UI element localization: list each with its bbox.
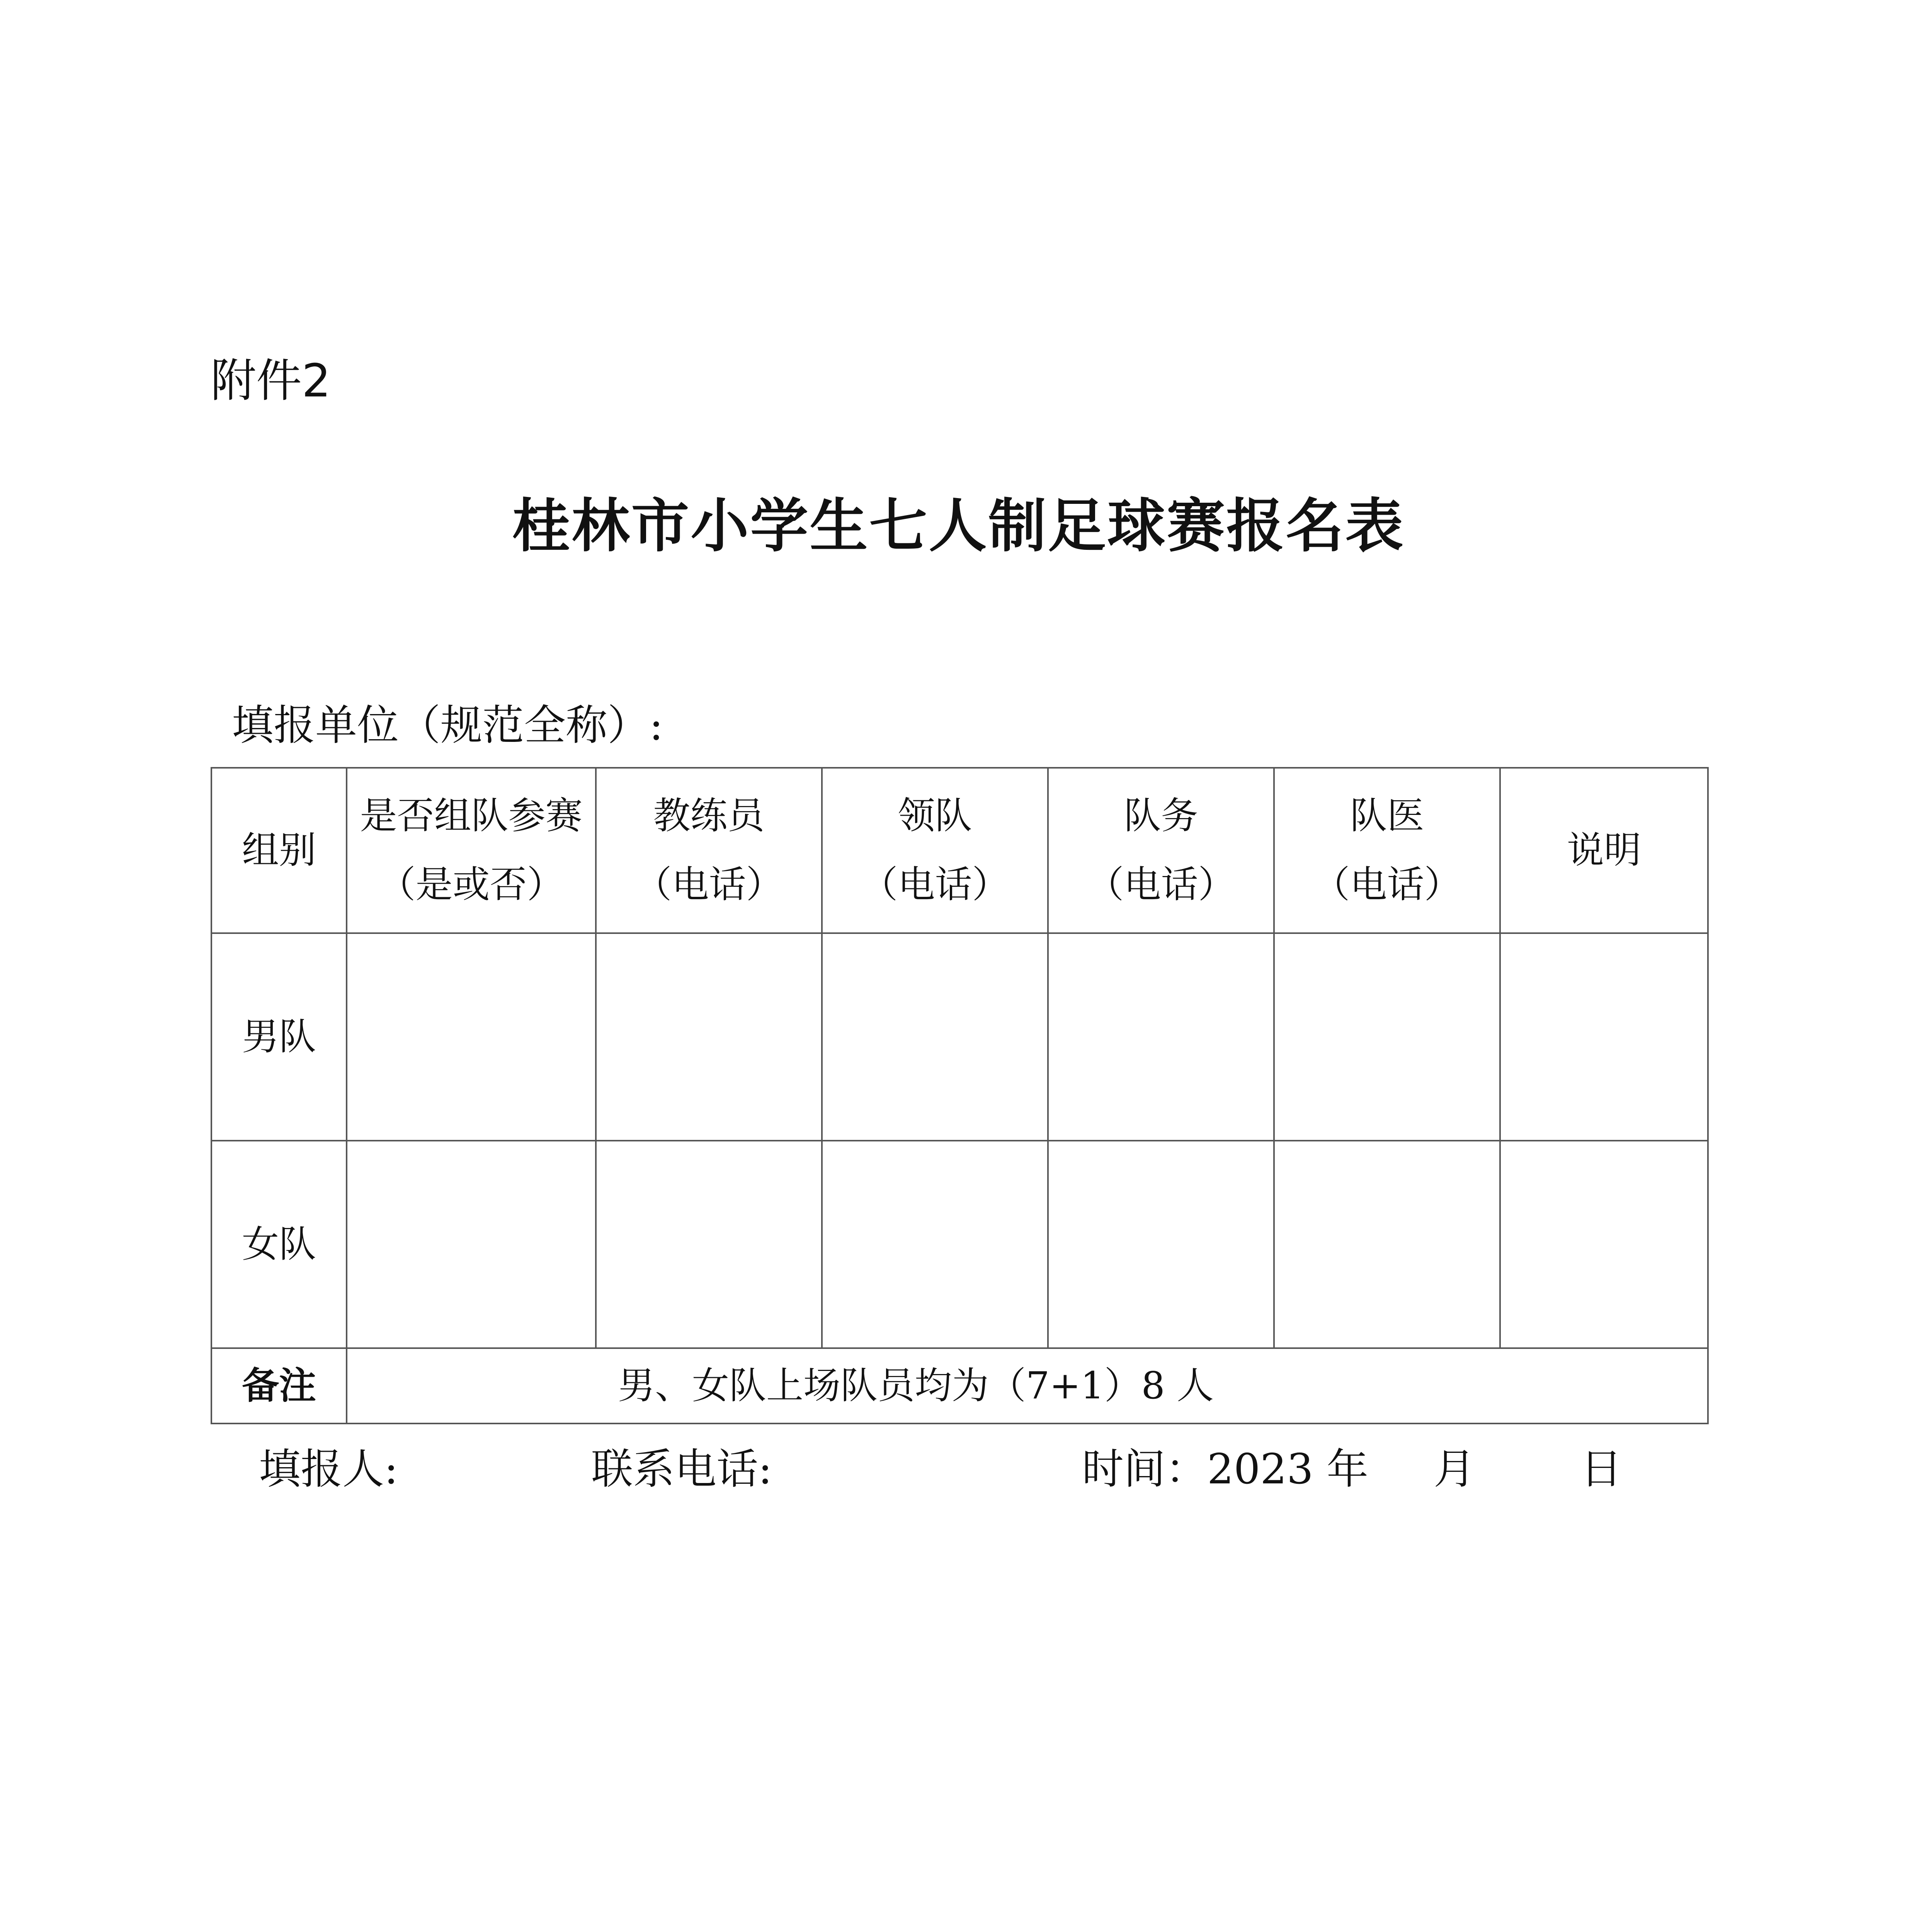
row-label-girls: 女队 [211, 1141, 347, 1348]
note-text: 男、女队上场队员均为（7+1）8 人 [347, 1348, 1708, 1423]
note-row [211, 1348, 1708, 1423]
header-leader-sub: （电话） [861, 863, 1009, 906]
table-row [211, 1141, 1708, 1348]
cell-input[interactable] [1500, 1141, 1708, 1348]
header-team-admin-sub: （电话） [1087, 863, 1235, 906]
header-leader-label: 领队 [898, 794, 972, 838]
header-team-admin-label: 队务 [1124, 794, 1198, 838]
cell-input[interactable] [1274, 1141, 1500, 1348]
cell-input[interactable] [347, 1141, 596, 1348]
cell-input[interactable] [822, 933, 1048, 1141]
header-leader [822, 768, 1048, 933]
header-coach-sub: （电话） [634, 863, 783, 906]
header-participate [347, 768, 596, 933]
cell-input[interactable] [1274, 933, 1500, 1141]
header-coach-label: 教练员 [653, 794, 765, 838]
row-label-boys: 男队 [211, 933, 347, 1141]
table-header-row [211, 768, 1708, 933]
cell-input[interactable] [1048, 933, 1274, 1141]
header-team-admin [1048, 768, 1274, 933]
table-row [211, 933, 1708, 1141]
header-coach [596, 768, 822, 933]
page-title: 桂林市小学生七人制足球赛报名表 [512, 492, 1405, 560]
attachment-label: 附件2 [211, 354, 331, 407]
header-remarks [1500, 768, 1708, 933]
footer-time-label: 时间：2023 年 [1082, 1445, 1369, 1493]
header-remarks-label: 说明 [1567, 828, 1641, 872]
header-team-doctor-label: 队医 [1350, 794, 1424, 838]
header-team-doctor [1274, 768, 1500, 933]
cell-input[interactable] [596, 1141, 822, 1348]
registration-table [211, 767, 1709, 1424]
cell-input[interactable] [347, 933, 596, 1141]
footer-month-label: 月 [1434, 1445, 1476, 1493]
header-team-doctor-sub: （电话） [1313, 863, 1461, 906]
header-participate-label: 是否组队参赛 [360, 794, 583, 838]
unit-label: 填报单位（规范全称）: [232, 701, 663, 750]
footer-phone-label: 联系电话: [591, 1445, 772, 1493]
header-group-label: 组别 [242, 828, 316, 872]
cell-input[interactable] [1500, 933, 1708, 1141]
header-group [211, 768, 347, 933]
footer-day-label: 日 [1580, 1445, 1623, 1493]
note-label: 备注 [211, 1348, 347, 1423]
header-participate-sub: （是或否） [378, 863, 564, 906]
cell-input[interactable] [1048, 1141, 1274, 1348]
footer-filler-label: 填报人: [259, 1445, 398, 1493]
cell-input[interactable] [822, 1141, 1048, 1348]
cell-input[interactable] [596, 933, 822, 1141]
